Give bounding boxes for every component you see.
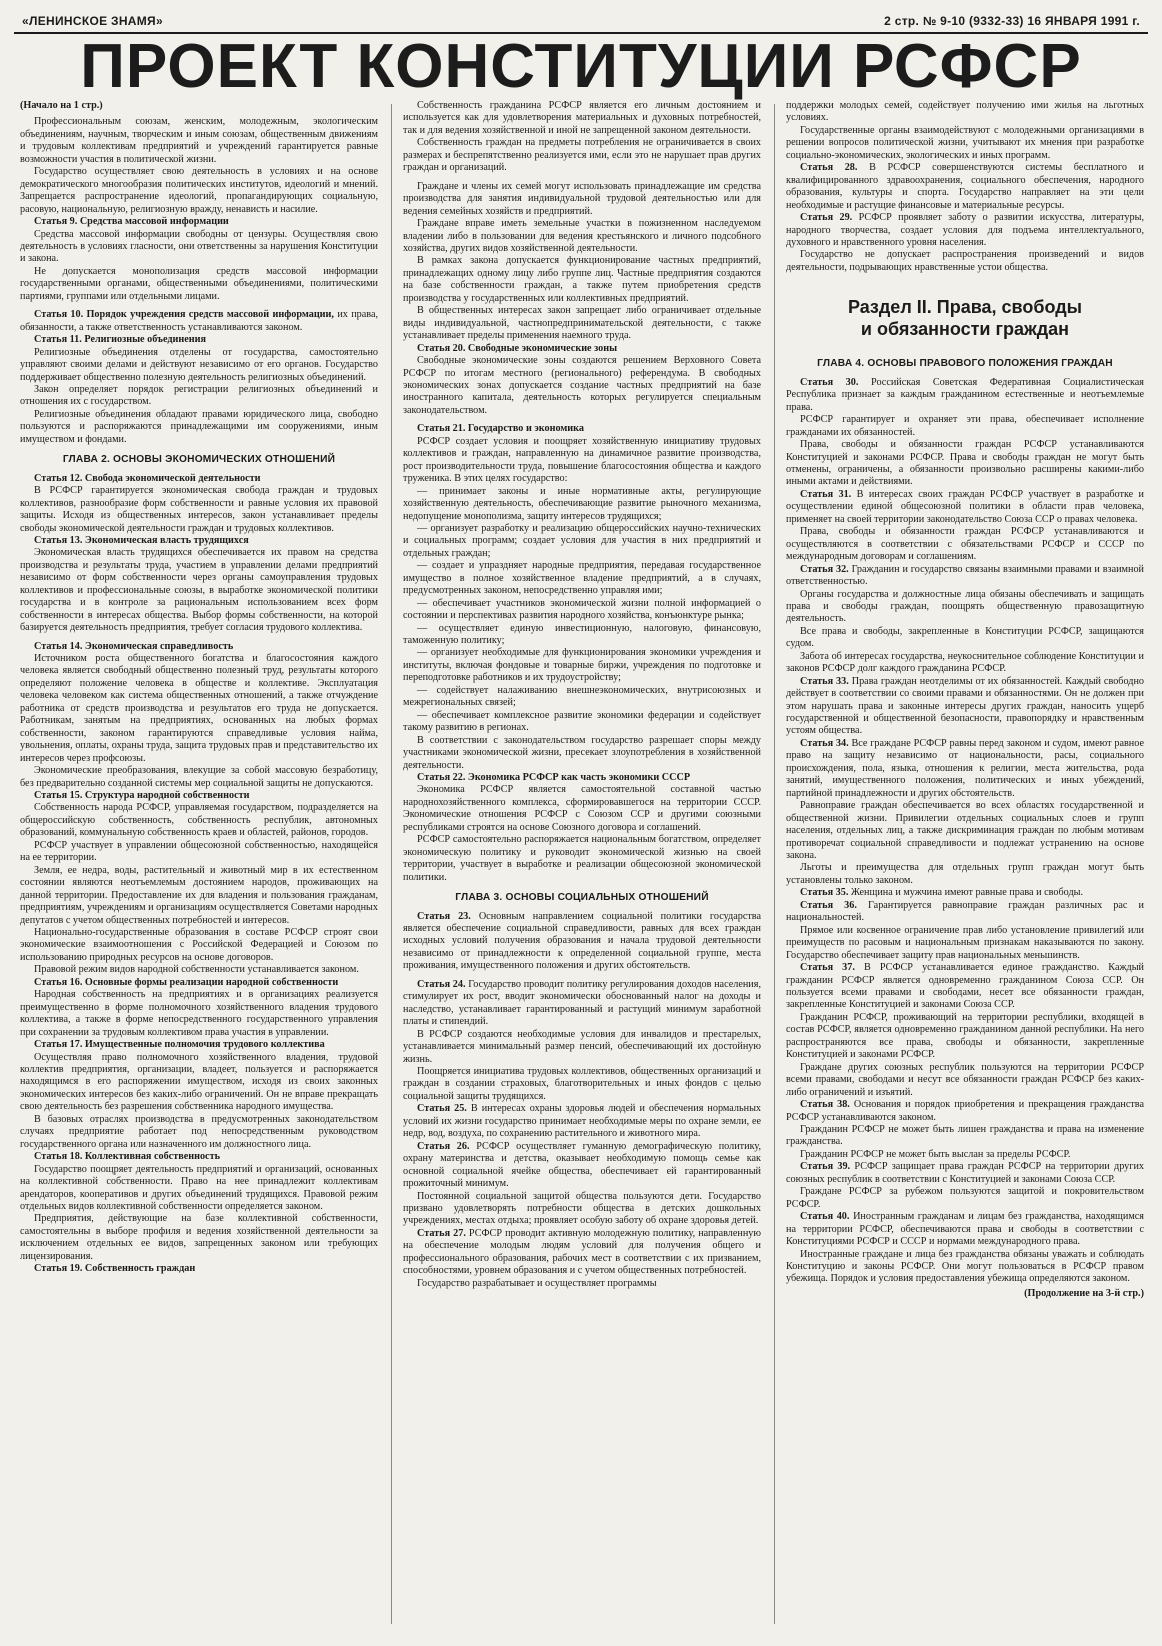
paragraph: Статья 33. Права граждан неотделимы от их обязанностей. Каждый свободно действует в соответствии со своими правами и обязанностями. Он не должен при этом нарушать права и законные интересы других граждан, наносить ущерб государственной и общественной безопасности, правопорядку и нравственным устоям общества.	[786, 675, 1144, 737]
section-heading: Раздел II. Права, свободы и обязанности граждан	[847, 297, 1083, 340]
paragraph: Государство поощряет деятельность предприятий и организаций, основанных на коллективной собственности. Право на нее принадлежит коллективам арендаторов, кооперативов и других объединений трудящихся. Правовой режим отдельных видов коллективной собственности определяется законом.	[20, 1163, 378, 1212]
article-heading: Статья 32.	[800, 563, 849, 575]
column-divider	[391, 104, 392, 1624]
column-1	[20, 100, 378, 1632]
article-heading: Статья 39.	[800, 1161, 851, 1173]
article-heading: Статья 28.	[800, 162, 858, 174]
paragraph: Статья 40. Иностранным гражданам и лицам без гражданства, находящимся на территории РСФСР, обеспечиваются права и свободы в соответствии с Конституциями РСФСР и СССР и нормами международного права.	[786, 1211, 1144, 1248]
article-heading: Статья 20. Свободные экономические зоны	[417, 342, 618, 354]
column-divider	[774, 104, 775, 1624]
issue-info: 2 стр. № 9-10 (9332-33) 16 ЯНВАРЯ 1991 г.	[884, 14, 1140, 28]
continuation-note: (Начало на 1 стр.)	[20, 100, 103, 111]
list-item: — организует разработку и реализацию общероссийских научно-технических и социальных программ; создает условия для участия в них предприятий и отдельных граждан;	[403, 522, 761, 559]
paragraph: Права, свободы и обязанности граждан РСФСР устанавливаются и осуществляются в соответствии с обязательствами РСФСР и СССР по международным договорам и соглашениям.	[786, 526, 1144, 563]
paragraph: Забота об интересах государства, неукоснительное соблюдение Конституции и законов РСФСР долг каждого гражданина РСФСР.	[786, 650, 1144, 675]
paragraph: РСФСР самостоятельно распоряжается национальным богатством, определяет экономическую политику и руководит экономической жизнью на своей территории, участвует в выработке и реализации общесоюзной экономической политики.	[403, 834, 761, 883]
paragraph: Статья 31. В интересах своих граждан РСФСР участвует в разработке и осуществлении единой общесоюзной политики в области прав человека, применяет на своей территории законодательство Союза ССР о правах человека.	[786, 488, 1144, 525]
paragraph: В рамках закона допускается функционирование частных предприятий, принадлежащих одному лицу либо группе лиц. Частные предприятия создаются на базе собственности граждан, а также путем приобретения средств производства у государственных или коллективных предприятий.	[403, 255, 761, 304]
paragraph: В РСФСР гарантируется экономическая свобода граждан и трудовых коллективов, разнообразие форм собственности и равные условия их правовой защиты. Исходя из общественных интересов, закон устанавливает пределы свободы экономической деятельности граждан и трудовых коллективов.	[20, 485, 378, 534]
paragraph: Статья 37. В РСФСР устанавливается единое гражданство. Каждый гражданин РСФСР является одновременно гражданином Союза ССР. Он пользуется всеми правами и свободами, несет все обязанности граждан, закрепленные Конституцией и законами Союза ССР.	[786, 962, 1144, 1011]
article-heading: Статья 22. Экономика РСФСР как часть экономики СССР	[417, 772, 691, 784]
paragraph: Статья 24. Государство проводит политику регулирования доходов населения, стимулирует их рост, вводит экономически обоснованный налог на доходы и наследство, устанавливает гарантированный и растущий минимум заработной платы и стипендий.	[403, 978, 761, 1028]
article-heading: Статья 18. Коллективная собственность	[34, 1151, 220, 1163]
article-heading: Статья 23.	[417, 910, 471, 922]
paragraph: Статья 35. Женщина и мужчина имеют равные права и свободы.	[800, 887, 1084, 899]
article-heading: Статья 34.	[800, 737, 849, 749]
paragraph: В базовых отраслях производства в предусмотренных законодательством случаях предприятие работает под непосредственным руководством государственного органа или назначенного им должностного лица.	[20, 1113, 378, 1150]
article-heading: Статья 33.	[800, 675, 849, 687]
article-heading: Статья 40.	[800, 1211, 850, 1223]
paragraph: Граждане РСФСР за рубежом пользуются защитой и покровительством РСФСР.	[786, 1186, 1144, 1210]
paragraph: Не допускается монополизация средств массовой информации государственными органами, общественными объединениями, политическими партиями, группами или отдельными лицами.	[20, 265, 378, 302]
chapter-heading: ГЛАВА 3. ОСНОВЫ СОЦИАЛЬНЫХ ОТНОШЕНИЙ	[455, 892, 709, 904]
list-item: — создает и упраздняет народные предприятия, передавая государственное имущество в полное хозяйственное владение предприятий, а в случаях, предусмотренных законом, непосредственно управляя ими;	[403, 560, 761, 597]
paragraph: РСФСР гарантирует и охраняет эти права, обеспечивает исполнение гражданами их обязанностей.	[786, 414, 1144, 438]
masthead	[22, 10, 1140, 32]
continuation-note: (Продолжение на 3-й стр.)	[1024, 1287, 1144, 1299]
article-columns	[20, 100, 1144, 1632]
paragraph: Статья 32. Гражданин и государство связаны взаимными правами и взаимной ответственностью.	[786, 563, 1144, 588]
paragraph: Религиозные объединения обладают правами юридического лица, свободно пользуются и распоряжаются принадлежащими им сооружениями, иным имуществом и фондами.	[20, 408, 378, 445]
paragraph: Свободные экономические зоны создаются решением Верховного Совета РСФСР по итогам местного (регионального) референдума. В свободных экономических зонах допускается создание частных предприятий на базе иностранного капитала, деятельность которых регулируется специальным законодательством.	[403, 355, 761, 416]
list-item: — содействует налаживанию внешнеэкономических, внутрисоюзных и межрегиональных связей;	[403, 684, 761, 709]
paragraph: Статья 27. РСФСР проводит активную молодежную политику, направленную на обеспечение молодым людям условий для получения общего и профессионального образования, рабочих мест в соответствии с их призванием, способностями, уровнем образования и с учетом общественных потребностей.	[403, 1227, 761, 1277]
article-heading: Статья 25.	[417, 1103, 467, 1115]
list-item: — принимает законы и иные нормативные акты, регулирующие хозяйственную деятельность, обеспечивающие развитие рыночного механизма, недопущение монополизма, защиту интересов трудящихся;	[403, 485, 761, 522]
column-3	[786, 100, 1144, 1632]
paragraph: Земля, ее недра, воды, растительный и животный мир в их естественном состоянии являются неотъемлемым достоянием народов, проживающих на данной территории. Предоставление их для владения и пользования гражданам, предприятиям, учреждениям и организациям осуществляется Советами народных депутатов с учетом общественных потребностей и интересов.	[20, 864, 378, 926]
paragraph: Правовой режим видов народной собственности устанавливается законом.	[34, 964, 359, 976]
paragraph: Постоянной социальной защитой общества пользуются дети. Государство призвано удовлетворять потребности общества в детских дошкольных учреждениях, местах отдыха; проявляет особую заботу об охране здоровья детей.	[403, 1190, 761, 1227]
article-heading: Статья 11. Религиозные объединения	[34, 334, 207, 346]
column-2	[403, 100, 761, 1632]
paragraph: Статья 28. В РСФСР совершенствуются системы бесплатного и квалифицированного здравоохранения, социального обеспечения, народного образования, культуры и спорта. Государство направляет на эти цели необходимые и растущие финансовые и материальные ресурсы.	[786, 162, 1144, 211]
article-heading: Статья 9. Средства массовой информации	[34, 216, 229, 228]
article-heading: Статья 31.	[800, 488, 852, 500]
paragraph: РСФСР создает условия и поощряет хозяйственную инициативу трудовых коллективов и граждан, направленную на динамичное развитие производства, рост производительности труда, повышение благосостояния общества и каждого труженика. В этих целях государство:	[403, 435, 761, 485]
paragraph: Государственные органы взаимодействуют с молодежными организациями в решении вопросов политической жизни, учитывают их мнения при разработке социально-экономических, экологических и иных программ.	[786, 124, 1144, 161]
article-heading: Статья 29.	[800, 212, 853, 224]
paragraph: Экономическая власть трудящихся обеспечивается их правом на средства производства и результаты труда, участием в управлении делами предприятий независимо от форм собственности через органы самоуправления трудовых коллективов и профессиональные союзы, в выработке экономической политики государства и в контроле за рациональным использованием всех форм собственности в интересах общества. Выбор формы собственности, на которой базируется деятельность предприятия, требует согласия трудового коллектива.	[20, 547, 378, 634]
chapter-heading: ГЛАВА 2. ОСНОВЫ ЭКОНОМИЧЕСКИХ ОТНОШЕНИЙ	[62, 454, 336, 466]
article-heading: Статья 21. Государство и экономика	[417, 423, 584, 435]
paper-name: «ЛЕНИНСКОЕ ЗНАМЯ»	[22, 14, 163, 28]
paragraph: Собственность граждан на предметы потребления не ограничивается в своих размерах и беспрепятственно реализуется ими, если это не нарушает прав других граждан и организаций.	[403, 137, 761, 174]
paragraph: Профессиональным союзам, женским, молодежным, экологическим объединениям, научным, творческим и иным союзам, общественным движениям и трудовым коллективам предприятий и учреждений гарантируется равные возможности участия в политической жизни.	[20, 116, 378, 165]
paragraph: Народная собственность на предприятиях и в организациях реализуется преимущественно в форме полномочного хозяйственного владения трудового коллектива, а также в форме непосредственного государственного управления при сохранении за трудовым коллективом права участия в управлении.	[20, 989, 378, 1038]
paragraph: Льготы и преимущества для отдельных групп граждан могут быть установлены только законом.	[786, 862, 1144, 886]
paragraph: Религиозные объединения отделены от государства, самостоятельно управляют своими делами и действуют независимо от его органов. Государство поддерживает общественно полезную деятельность религиозных объединений.	[20, 346, 378, 383]
list-item: — осуществляет единую инвестиционную, налоговую, финансовую, таможенную политику;	[403, 622, 761, 647]
paragraph: Гражданин РСФСР, проживающий на территории республики, входящей в состав РСФСР, является одновременно гражданином данной республики. На него распространяются все права, свободы и обязанности, закрепленные Конституцией и законами РСФСР.	[786, 1011, 1144, 1061]
article-heading: Статья 30.	[800, 376, 859, 388]
paragraph: Граждане и члены их семей могут использовать принадлежащие им средства производства для занятия индивидуальной трудовой деятельностью или для ведения семейных хозяйств и предприятий.	[403, 180, 761, 217]
paragraph: Иностранные граждане и лица без гражданства обязаны уважать и соблюдать Конституцию и законы РСФСР. Они могут пользоваться в РСФСР правом убежища. Порядок и условия предоставления убежища определяются законом.	[786, 1248, 1144, 1285]
article-heading: Статья 14. Экономическая справедливость	[34, 640, 234, 652]
paragraph: Государство осуществляет свою деятельность в условиях и на основе демократического многообразия политических институтов, идеологий и мнений. Запрещается распространение идеологий, пропагандирующих социальную, расовую, национальную, религиозную вражду, ненависть и насилие.	[20, 166, 378, 215]
paragraph: Поощряется инициатива трудовых коллективов, общественных организаций и граждан в создании страховых, благотворительных и иных фондов с целью социальной защиты трудящихся.	[403, 1065, 761, 1102]
paragraph: Статья 26. РСФСР осуществляет гуманную демографическую политику, охрану материнства и детства, оказывает необходимую помощь семье как основной социальной ячейке общества, обеспечивает ей гарантированный прожиточный минимум.	[403, 1140, 761, 1190]
list-item: — обеспечивает комплексное развитие экономики федерации и содействует такому развитию в регионах.	[403, 709, 761, 734]
article-heading: Статья 10. Порядок учреждения средств массовой информации,	[34, 309, 334, 321]
list-item: — обеспечивает участников экономической жизни полной информацией о состоянии и перспективах развития народного хозяйства, конъюнктуре рынка;	[403, 597, 761, 622]
article-heading: Статья 26.	[417, 1140, 470, 1152]
paragraph: Граждане других союзных республик пользуются на территории РСФСР всеми правами, свободами и несут все обязанности граждан РСФСР без каких-либо ограничений и изъятий.	[786, 1061, 1144, 1098]
article-heading: Статья 19. Собственность граждан	[34, 1263, 196, 1275]
paragraph: Граждане вправе иметь земельные участки в пожизненном наследуемом владении либо в пользовании для ведения крестьянского и личного подсобного хозяйства, других видов хозяйственной деятельности.	[403, 218, 761, 254]
article-heading: Статья 36.	[800, 899, 857, 911]
article-heading: Статья 15. Структура народной собственности	[34, 790, 250, 802]
paragraph: Экономика РСФСР является самостоятельной составной частью народнохозяйственного комплекса, сформировавшегося на территории СССР. Экономические отношения РСФСР с Союзом ССР и другими союзными республиками строятся на основе Союзного договора и соглашений.	[403, 784, 761, 833]
paragraph: Статья 25. В интересах охраны здоровья людей и обеспечения нормальных условий их жизни государство принимает необходимые меры по охране земли, ее недр, вод, воздуха, по сохранению растительного и животного мира.	[403, 1103, 761, 1140]
paragraph: Предприятия, действующие на базе коллективной собственности, самостоятельны в выборе профиля и ведения хозяйственной деятельности за исключением отдельных ее видов, запрещенных законом или требующих лицензирования.	[20, 1213, 378, 1262]
paragraph: В общественных интересах закон запрещает либо ограничивает отдельные виды индивидуальной, частнопредпринимательской деятельности, с также устанавливает пределы применения наемного труда.	[403, 305, 761, 342]
article-heading: Статья 13. Экономическая власть трудящихся	[34, 534, 249, 546]
article-heading: Статья 24.	[417, 978, 466, 990]
article-heading: Статья 16. Основные формы реализации народной собственности	[34, 976, 339, 988]
list-item: — организует необходимые для функционирования экономики учреждения и институты, включая фондовые и товарные биржи, учреждения по подготовке и переподготовке работников и их трудоустройству;	[403, 647, 761, 684]
paragraph: Статья 30. Российская Советская Федеративная Социалистическая Республика признает за каждым гражданином естественные и неотъемлемые права.	[786, 376, 1144, 413]
paragraph: Равноправие граждан обеспечивается во всех областях государственной и общественной жизни. Привилегии отдельных социальных слоев и групп населения, отдельных лиц, а также дискриминация граждан по любым мотивам противоречат социальной справедливости и подлежат устранению на основе закона.	[786, 800, 1144, 862]
paragraph: Собственность гражданина РСФСР является его личным достоянием и используется как для удовлетворения материальных и духовных потребностей, так и для ведения хозяйственной и иной не запрещенной законом деятельности.	[403, 100, 761, 136]
paragraph: Органы государства и должностные лица обязаны обеспечивать и защищать права и свободы граждан, поощрять общественную правозащитную деятельность.	[786, 588, 1144, 625]
paragraph: Статья 36. Гарантируется равноправие граждан различных рас и национальностей.	[786, 899, 1144, 924]
article-heading: Статья 27.	[417, 1227, 466, 1239]
paragraph: Статья 34. Все граждане РСФСР равны перед законом и судом, имеют равное право на защиту независимо от национальности, расы, социального происхождения, пола, языка, отношения к религии, места жительства, рода занятий, имущественного положения, политических и иных убеждений, партийной принадлежности и других обстоятельств.	[786, 737, 1144, 799]
paragraph: В РСФСР создаются необходимые условия для инвалидов и престарелых, устанавливается минимальный размер пенсий, обеспечивающий их достойную жизнь.	[403, 1028, 761, 1065]
paragraph: Собственность народа РСФСР, управляемая государством, подразделяется на общероссийскую собственность, собственность республик, автономных образований, коммунальную собственность краев и областей, районов, городов.	[20, 802, 378, 839]
paragraph: Государство не допускает распространения произведений и видов деятельности, подрывающих нравственные устои общества.	[786, 249, 1144, 273]
paragraph: Статья 29. РСФСР проявляет заботу о развитии искусства, литературы, народного творчества, создает условия для подъема интеллектуального, духовного и нравственного уровня населения.	[786, 212, 1144, 248]
paragraph: Статья 38. Основания и порядок приобретения и прекращения гражданства РСФСР устанавливаются законом.	[786, 1099, 1144, 1123]
paragraph: Гражданин РСФСР не может быть выслан за пределы РСФСР.	[800, 1148, 1071, 1160]
article-heading: Статья 38.	[800, 1099, 850, 1111]
paragraph: Государство разрабатывает и осуществляет программы	[417, 1277, 657, 1289]
paragraph: поддержки молодых семей, содействует получению ими жилья на льготных условиях.	[786, 100, 1144, 124]
paragraph: Экономические преобразования, влекущие за собой массовую безработицу, без предварительно созданной системы мер социальной защиты не допускаются.	[20, 765, 378, 789]
article-heading: Статья 35.	[800, 887, 849, 899]
paragraph: Прямое или косвенное ограничение прав либо установление привилегий или преимуществ по расовым и национальным признакам наказываются по закону. Государство обеспечивает защиту прав национальных меньшинств.	[786, 924, 1144, 961]
page-headline: ПРОЕКТ КОНСТИТУЦИИ РСФСР	[80, 32, 1082, 101]
paragraph: РСФСР участвует в управлении общесоюзной собственностью, находящейся на ее территории.	[20, 839, 378, 864]
article-heading: Статья 17. Имущественные полномочия трудового коллектива	[34, 1039, 325, 1051]
paragraph: Статья 10. Порядок учреждения средств массовой информации, их права, обязанности, а также ответственность устанавливаются законом.	[20, 309, 378, 333]
article-heading: Статья 12. Свобода экономической деятельности	[34, 472, 261, 484]
paragraph: Права, свободы и обязанности граждан РСФСР устанавливаются Конституцией и законами РСФСР. Права и свободы граждан не могут быть отменены, ограничены, а обязанности произвольно расширены какими-либо иными актами и действиями.	[786, 439, 1144, 488]
paragraph: Национально-государственные образования в составе РСФСР строят свои экономические взаимоотношения с Российской Федерацией и Союзом по использованию природных ресурсов на основе договоров.	[20, 927, 378, 963]
paragraph: Гражданин РСФСР не может быть лишен гражданства и права на изменение гражданства.	[786, 1123, 1144, 1148]
paragraph: Закон определяет порядок регистрации религиозных объединений и отношения их с государством.	[20, 383, 378, 408]
paragraph: Статья 23. Основным направлением социальной политики государства является обеспечение социальной справедливости, равных для всех граждан исходных условий получения образования и начала трудовой деятельности независимо от принадлежности к определенной социальной группе, места проживания, имущественного положения и других обстоятельств.	[403, 910, 761, 972]
paragraph: Источником роста общественного богатства и благосостояния каждого человека является свободный общественно полезный труд, результаты которого определяют положение человека в обществе и коллективе. Эксплуатация человека человеком как система общественных отношений, а также отчуждение работника от средств производства и результатов его труда не допускается. Работникам, занятым на предприятиях, основанных на любых формах собственности, законом гарантируются справедливые условия найма, увольнения, оплаты, охраны труда, защита трудовых прав и представительство их интересов через профсоюзы.	[20, 653, 378, 764]
paragraph: Статья 39. РСФСР защищает права граждан РСФСР на территории других союзных республик в соответствии с Конституцией и законами Союза ССР.	[786, 1161, 1144, 1185]
article-heading: Статья 37.	[800, 962, 855, 974]
paragraph: Осуществляя право полномочного хозяйственного владения, трудовой коллектив предприятия, организации, владеет, пользуется и распоряжается находящимся в его распоряжении имуществом, исходя из своих законных экономических интересов без каких-либо ограничений. Он не вправе прекращать свою деятельность без разрешения собственника народного имущества.	[20, 1051, 378, 1113]
paragraph: Все права и свободы, закрепленные в Конституции РСФСР, защищаются судом.	[786, 625, 1144, 650]
paragraph: Средства массовой информации свободны от цензуры. Осуществляя свою деятельность в условиях гласности, они ответственны за нарушения Конституции и закона.	[20, 228, 378, 265]
paragraph: В соответствии с законодательством государство разрешает споры между участниками экономической жизни, пресекает злоупотребления в хозяйственной деятельности.	[403, 734, 761, 771]
chapter-heading: ГЛАВА 4. ОСНОВЫ ПРАВОВОГО ПОЛОЖЕНИЯ ГРАЖДАН	[817, 358, 1113, 370]
